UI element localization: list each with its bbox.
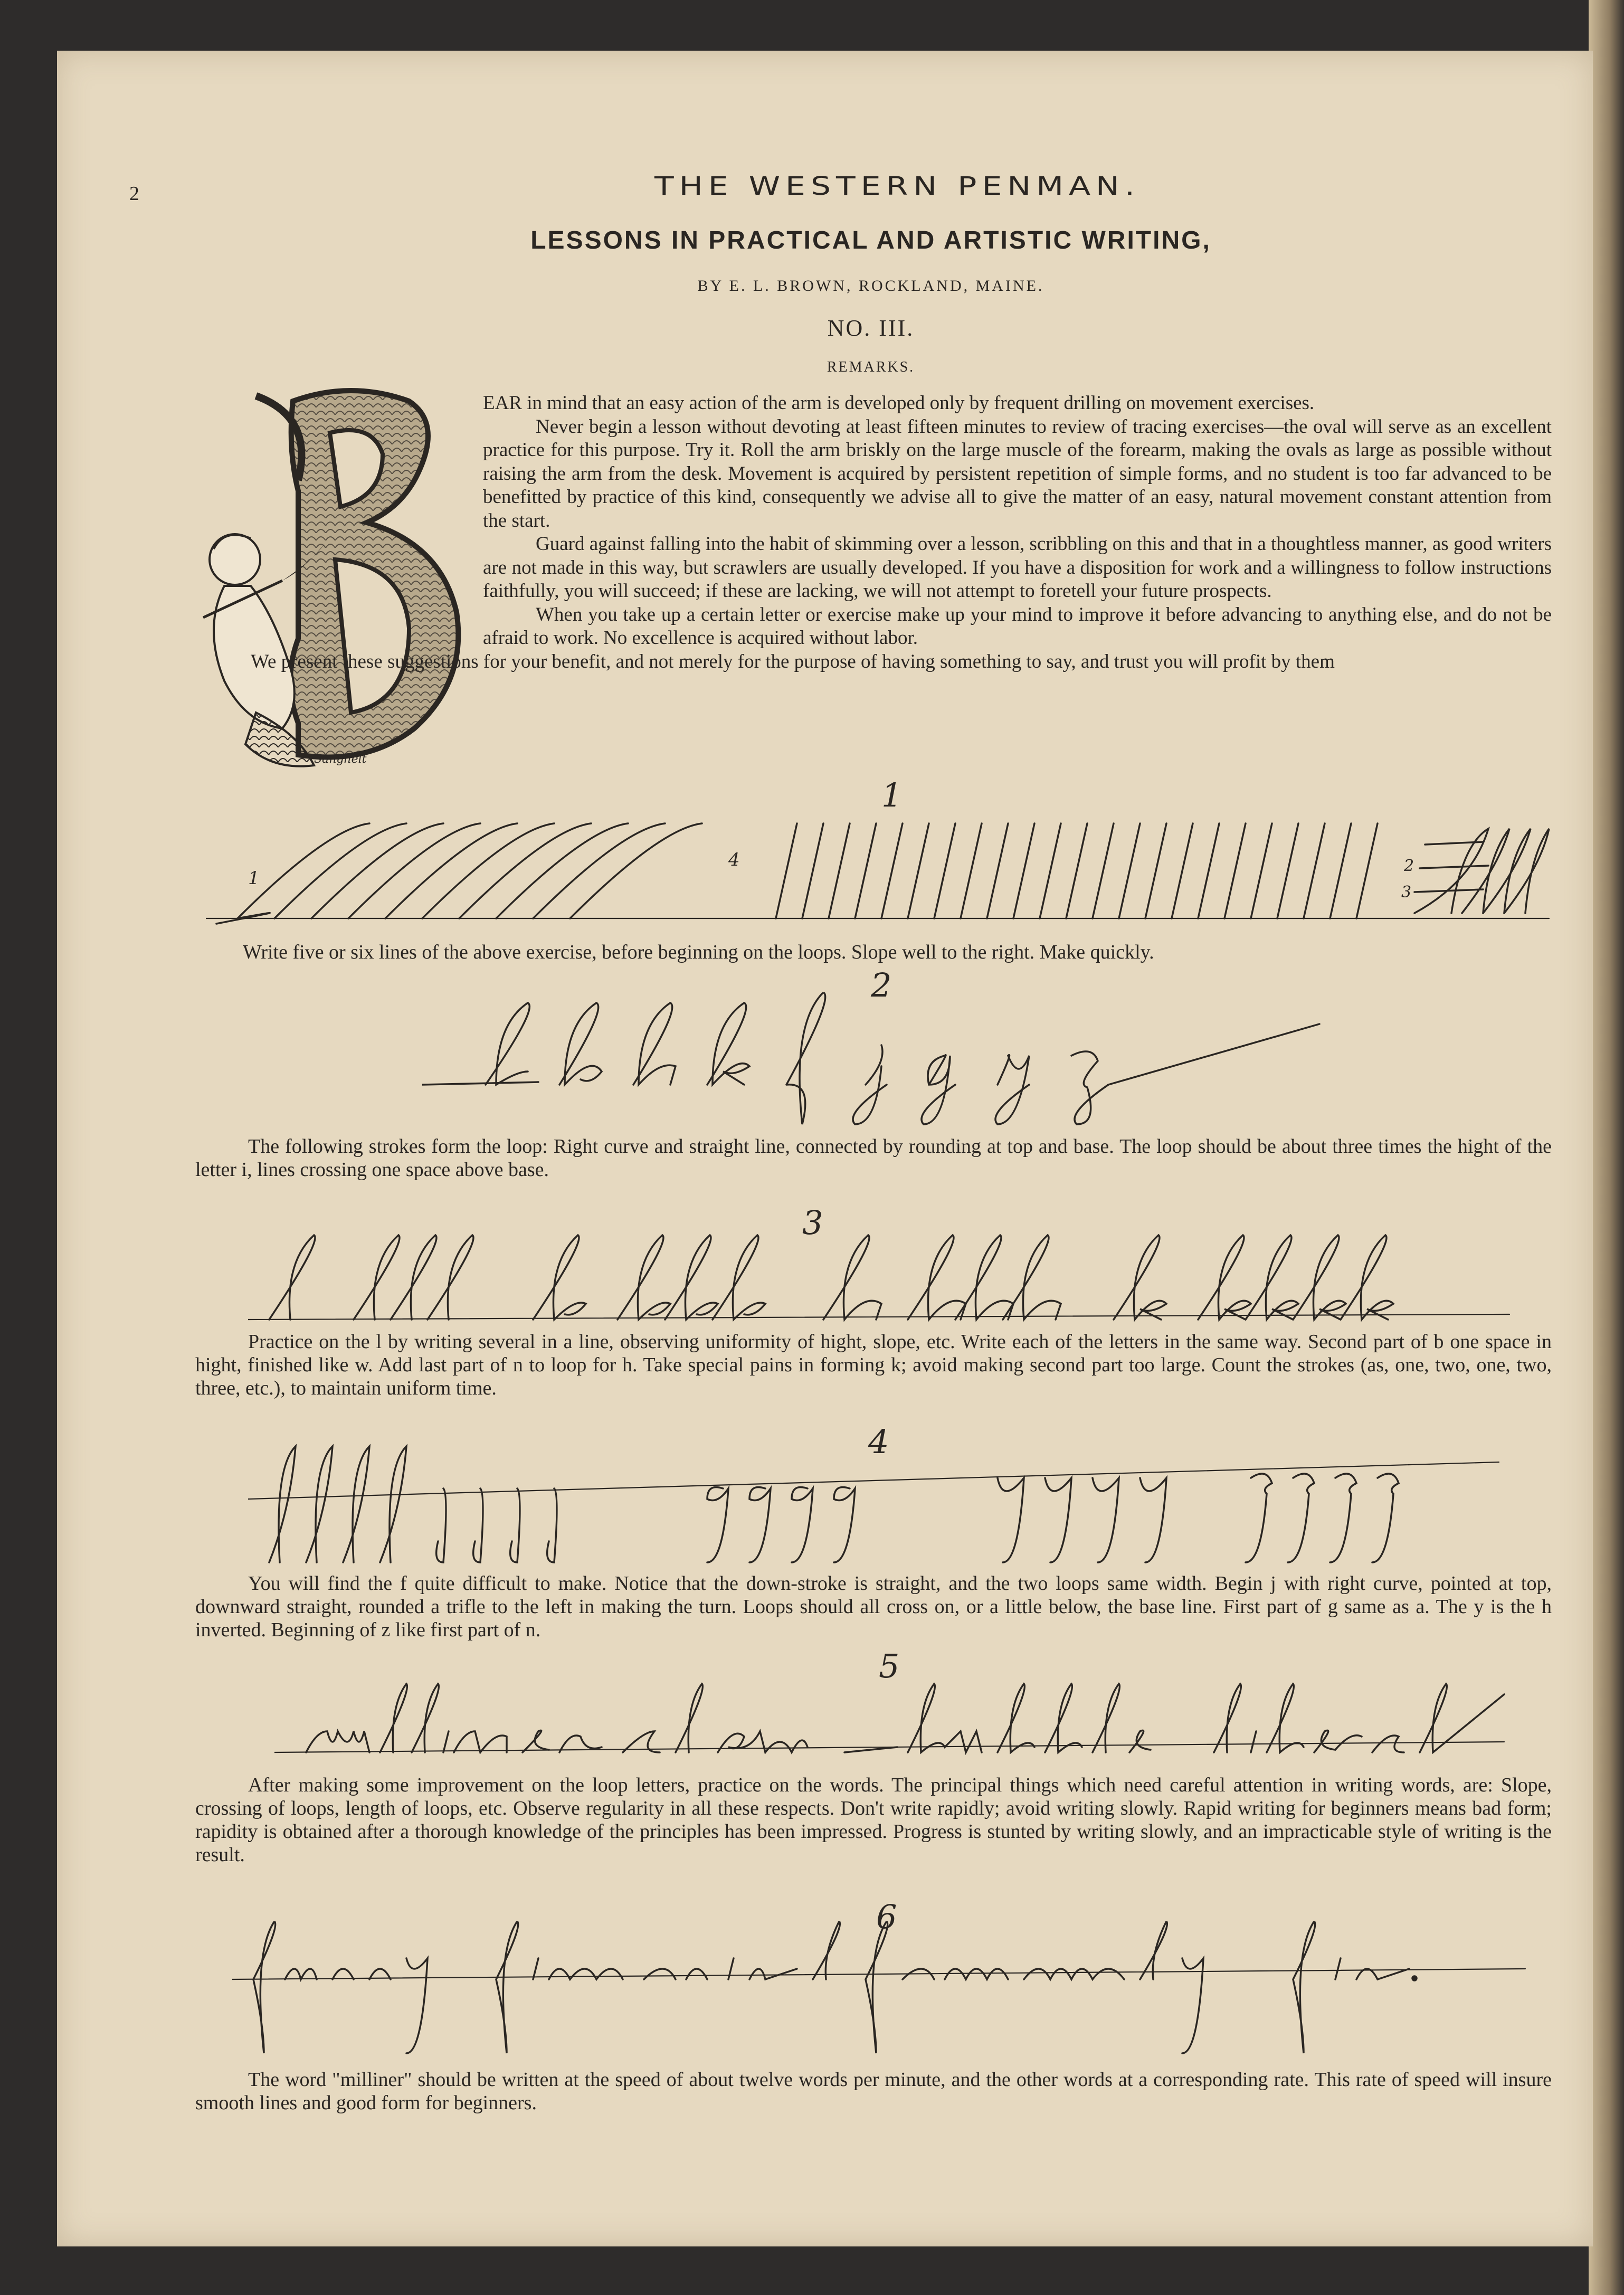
script-label: 3 [1401,883,1412,902]
script-label: 2 [1404,857,1414,875]
caption-text: You will find the f quite difficult to make. Notice that the down-stroke is straight, and the two loops same width. Begin j with right curve, pointed at top, downward straight, rounded a trifle to the left in making the turn. Loops should all cross on, or a little below, the base line. First part of g same as a. The y is the h inverted. Beginning of z like first part of n. [195,1572,1552,1641]
exercise-number: 2 [871,966,892,1004]
exercise-2-script [422,992,1346,1130]
remarks-paragraph: EAR in mind that an easy action of the arm is developed only by frequent drilling on movement exercises. [483,392,1315,414]
page-number: 2 [129,183,139,205]
script-label: 1 [248,868,260,889]
caption-text: The following strokes form the loop: Right curve and straight line, connected by rounding at top and base. The loop should be about three times the hight of the letter i, lines crossing one space above base. [195,1135,1552,1181]
exercise-caption [195,2068,1552,2114]
decorative-initial-b [193,385,488,776]
book-spine-edge [1589,0,1624,2295]
exercise-1-script [206,813,1552,940]
masthead-title: THE WESTERN PENMAN. [654,172,1141,201]
exercise-caption [195,1135,1552,1181]
remarks-paragraph: We present these suggestions for your benefit, and not merely for the purpose of having something to say, and trust you will profit by them [251,650,1335,672]
exercise-6-script [232,1921,1531,2059]
exercise-number: 4 [868,1422,889,1461]
caption-text: Write five or six lines of the above exercise, before beginning on the loops. Slope well to the right. Make quickly. [243,941,1154,963]
remarks-paragraph: Never begin a lesson without devoting at least fifteen minutes to review of tracing exercises—the oval will serve as an excellent practice for this purpose. Try it. Roll the arm briskly on the large muscle of the forearm, making the ovals as large as possible without raising the arm from the desk. Movement is acquired by persistent repetition of simple forms, and no student is too far advanced to be benefitted by practice of this kind, consequently we advise all to give the matter of an easy, natural movement constant attention from the start. [483,415,1552,532]
byline: BY E. L. BROWN, ROCKLAND, MAINE. [697,277,1044,295]
caption-text: The word "milliner" should be written at the speed of about twelve words per minute, and the other words at a corresponding rate. This rate of speed will insure smooth lines and good form for beginners. [195,2069,1552,2114]
exercise-5-script [274,1673,1509,1763]
remarks-heading: REMARKS. [827,359,915,375]
exercise-3-script [248,1230,1515,1330]
caption-text: After making some improvement on the loop letters, practice on the words. The principal things which need careful attention in writing words, are: Slope, crossing of loops, length of loops, etc. Observe regularity in all these respects. Don't write rapidly; avoid writing slowly. Rapid writing for beginners means bad form; rapidity is obtained after a thorough knowledge of the principles has been impressed. Progress is stunted by writing slowly, and an impracticable style of writing is the result. [195,1774,1552,1866]
lesson-number: NO. III. [827,315,915,341]
exercise-caption [195,1572,1552,1642]
lesson-title: LESSONS IN PRACTICAL AND ARTISTIC WRITING, [530,226,1211,254]
exercise-caption [195,1330,1552,1400]
exercise-number: 3 [802,1203,823,1242]
remarks-paragraph: When you take up a certain letter or exercise make up your mind to improve it before advancing to anything else, and do not be afraid to work. No excellence is acquired without labor. [483,603,1552,649]
exercise-number: 5 [879,1647,900,1685]
exercise-caption [243,941,1536,964]
exercise-caption [195,1774,1552,1866]
exercise-number: 1 [881,776,903,814]
caption-text: Practice on the l by writing several in a line, observing uniformity of hight, slope, etc. Write each of the letters in the same way. Second part of b one space in hight, finished like w. Add last part of n to loop for h. Take special pains in forming k; avoid making second part too large. Count the strokes (as, one, two, one, two, three, etc.), to maintain uniform time. [195,1331,1552,1399]
remarks-paragraph: Guard against falling into the habit of skimming over a lesson, scribbling on this and that in a thoughtless manner, as good writers are not made in this way, but scrawlers are usually developed. If you have a disposition for work and a willingness to follow instructions faithfully, you will succeed; if these are lacking, we will not attempt to foretell your future prospects. [483,533,1552,602]
exercise-number: 6 [876,1898,897,1936]
artist-signature: Sanghelt [314,753,367,766]
remarks-text [251,392,1552,674]
script-label: 4 [728,849,740,870]
exercise-4-script [248,1436,1504,1573]
